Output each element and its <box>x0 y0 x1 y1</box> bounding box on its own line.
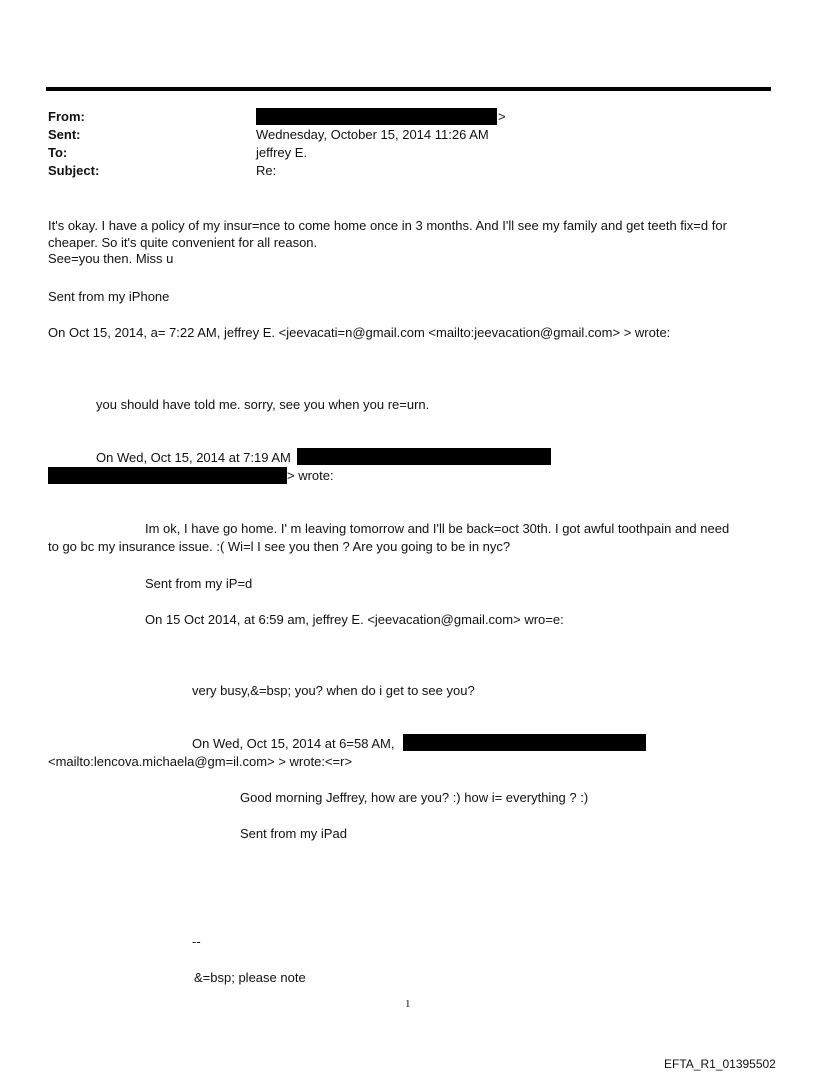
from-label: From: <box>48 109 85 124</box>
note-line: &=bsp; please note <box>194 970 306 985</box>
redacted-block <box>256 108 497 125</box>
quote4-header: On Wed, Oct 15, 2014 at 6=58 AM, <box>192 736 395 751</box>
signature-dashes: -- <box>192 934 201 949</box>
subject-value: Re: <box>256 163 277 178</box>
signature-iphone: Sent from my iPhone <box>48 289 170 304</box>
sent-value: Wednesday, October 15, 2014 11:26 AM <box>256 127 489 142</box>
quote2-body-line2: to go bc my insurance issue. :( Wi=l I see you then ? Are you going to be in nyc? <box>48 539 511 554</box>
quote1-body: you should have told me. sorry, see you when you re=urn. <box>96 397 430 412</box>
quote4-body: Good morning Jeffrey, how are you? :) how i= everything ? :) <box>240 790 589 805</box>
quote1-header: On Oct 15, 2014, a= 7:22 AM, jeffrey E. <jeevacati=n@gmail.com <mailto:jeevacation@gmail.com> > wrote: <box>48 325 671 340</box>
redacted-block <box>403 734 646 751</box>
quote3-body: very busy,&=bsp; you? when do i get to see you? <box>192 683 475 698</box>
quote2-body-line1: Im ok, I have go home. I' m leaving tomorrow and I'll be back=oct 30th. I got awful toothpain and need <box>145 521 730 536</box>
document-id: EFTA_R1_01395502 <box>664 1057 776 1071</box>
quote2-header: On Wed, Oct 15, 2014 at 7:19 AM <box>96 450 291 465</box>
to-label: To: <box>48 145 68 160</box>
signature-ipad-1: Sent from my iP=d <box>145 576 253 591</box>
body-paragraph-1b: See=you then. Miss u <box>48 251 174 266</box>
quote2-wrote: > wrote: <box>287 468 334 483</box>
redacted-block <box>48 467 287 484</box>
body-paragraph-1: It's okay. I have a policy of my insur=nce to come home once in 3 months. And I'll see my family and get teeth fix=d for cheaper. So it's quite convenient for all reason. <box>48 218 727 250</box>
redacted-block <box>297 448 551 465</box>
sent-label: Sent: <box>48 127 81 142</box>
signature-ipad-2: Sent from my iPad <box>240 826 347 841</box>
page-number: 1 <box>405 998 411 1010</box>
header-rule <box>46 87 771 91</box>
subject-label: Subject: <box>48 163 100 178</box>
to-value: jeffrey E. <box>256 145 308 160</box>
quote4-mailto: <mailto:lencova.michaela@gm=il.com> > wrote:<=r> <box>48 754 353 769</box>
from-suffix: > <box>498 109 506 124</box>
quote3-header: On 15 Oct 2014, at 6:59 am, jeffrey E. <jeevacation@gmail.com> wro=e: <box>145 612 564 627</box>
